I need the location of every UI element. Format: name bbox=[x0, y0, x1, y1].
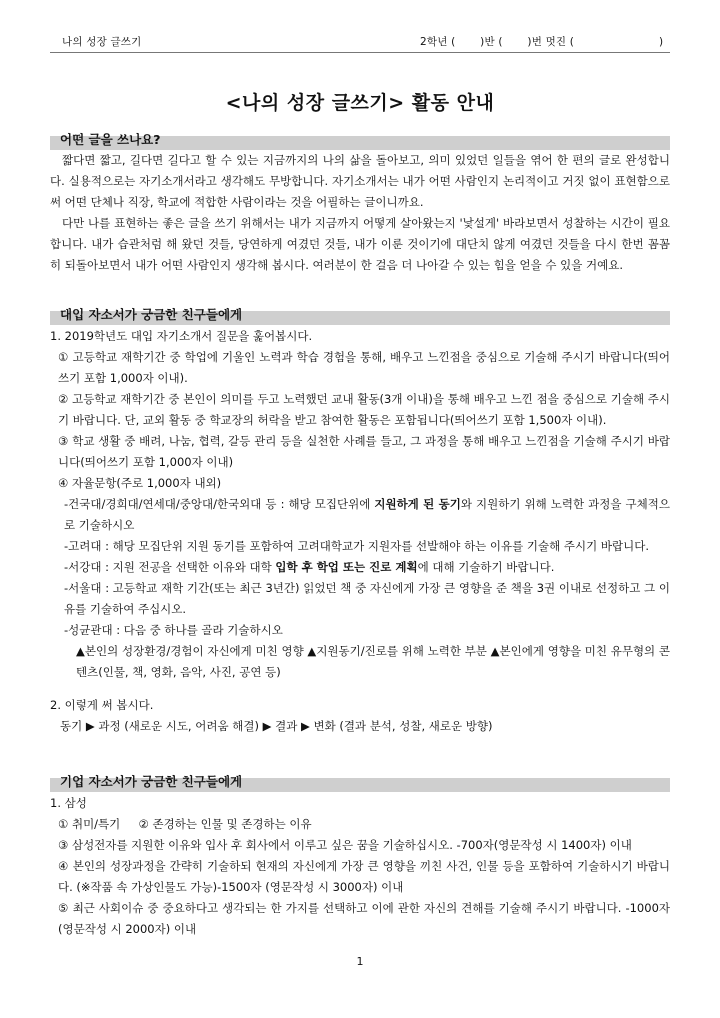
list-item: ⑤ 최근 사회이슈 중 중요하다고 생각되는 한 가지를 선택하고 이에 관한 자신의 견해를 기술해 주시기 바랍니다. -1000자 (영문작성 시 2000자) 이내 bbox=[58, 901, 670, 936]
page-number: 1 bbox=[356, 955, 364, 968]
univ-text: -서강대 : 지원 전공을 선택한 이유와 대학 bbox=[64, 560, 276, 574]
intro-paragraph-1: 짧다면 짧고, 길다면 길다고 할 수 있는 지금까지의 나의 삶을 돌아보고, 의미 있었던 일들을 엮어 한 편의 글로 완성합니다. 실용적으로는 자기소개서라고 생각해도 무방합니다. 자기소개서는 내가 어떤 사람인지 논리적이고 거짓 없이 표현함으로써 어떤 단체나 직장, 학교에 적합한 사람이라는 것을 어필하는 글이니까요. bbox=[50, 153, 670, 209]
section-body-3 bbox=[50, 793, 670, 940]
univ-emphasis: 지원하게 된 동기 bbox=[374, 497, 461, 511]
section-body-2 bbox=[50, 326, 670, 737]
section-heading-3: 기업 자소서가 궁금한 친구들에게 bbox=[60, 774, 243, 789]
section-heading-1: 어떤 글을 쓰나요? bbox=[60, 132, 161, 147]
univ-emphasis: 입학 후 학업 또는 진로 계획 bbox=[275, 560, 418, 574]
list-item: -고려대 : 해당 모집단위 지원 동기를 포함하여 고려대학교가 지원자를 선발해야 하는 이유를 기술해 주시기 바랍니다. bbox=[64, 539, 649, 553]
univ-text: 와 지원하기 위해 노력한 과정을 구체적으로 기술하시오 bbox=[64, 497, 670, 532]
flow-line: 동기 ▶ 과정 (새로운 시도, 어려움 해결) ▶ 결과 ▶ 변화 (결과 분석, 성찰, 새로운 방향) bbox=[60, 719, 493, 733]
list-item bbox=[50, 557, 670, 578]
header-left-title: 나의 성장 글쓰기 bbox=[62, 36, 142, 48]
list-item: 2. 이렇게 써 봅시다. bbox=[50, 698, 154, 712]
list-item: ▲본인의 성장환경/경험이 자신에게 미친 영향 ▲지원동기/진로를 위해 노력한 부분 ▲본인에게 영향을 미친 유무형의 콘텐츠(인물, 책, 영화, 음악, 사진, 공연 등) bbox=[76, 644, 670, 679]
list-item: ① 고등학교 재학기간 중 학업에 기울인 노력과 학습 경험을 통해, 배우고 느낀점을 중심으로 기술해 주시기 바랍니다(띄어쓰기 포함 1,000자 이내). bbox=[58, 350, 670, 385]
list-item: ④ 본인의 성장과정을 간략히 기술하되 현재의 자신에게 가장 큰 영향을 끼친 사건, 인물 등을 포함하여 기술하시기 바랍니다. (※작품 속 가상인물도 가능)-1500자 (영문작성 시 3000자) 이내 bbox=[58, 859, 670, 894]
list-item: ④ 자율문항(주로 1,000자 내외) bbox=[58, 476, 222, 490]
list-item: 1. 삼성 bbox=[50, 796, 87, 810]
list-item: ② 고등학교 재학기간 중 본인이 의미를 두고 노력했던 교내 활동(3개 이내)을 통해 배우고 느낀 점을 중심으로 기술해 주시기 바랍니다. 단, 교외 활동 중 학교장의 허락을 받고 참여한 활동은 포함됩니다(띄어쓰기 포함 1,500자 이내). bbox=[58, 392, 670, 427]
univ-text: 에 대해 기술하기 바랍니다. bbox=[417, 560, 555, 574]
list-item: ③ 학교 생활 중 배려, 나눔, 협력, 갈등 관리 등을 실천한 사례를 들고, 그 과정을 통해 배우고 느낀점을 기술해 주시기 바랍니다(띄어쓰기 포함 1,000자 이내) bbox=[58, 434, 670, 469]
intro-paragraph-2: 다만 나를 표현하는 좋은 글을 쓰기 위해서는 내가 지금까지 어떻게 살아왔는지 '낯설게' 바라보면서 성찰하는 시간이 필요합니다. 내가 습관처럼 해 왔던 것들, 당연하게 여겼던 것들, 내가 이룬 것이기에 대단치 않게 여겼던 것들을 다시 한번 꼼꼼히 되돌아보면서 내가 어떤 사람인지 생각해 봅시다. 여러분이 한 걸음 더 나아갈 수 있는 힘을 얻을 수 있을 거예요. bbox=[50, 216, 670, 272]
list-item: -서울대 : 고등학교 재학 기간(또는 최근 3년간) 읽었던 책 중 자신에게 가장 큰 영향을 준 책을 3권 이내로 선정하고 그 이유를 기술하여 주십시오. bbox=[64, 581, 670, 616]
list-item: ① 취미/특기 ② 존경하는 인물 및 존경하는 이유 bbox=[58, 817, 312, 831]
header-divider bbox=[50, 52, 670, 53]
page-title: <나의 성장 글쓰기> 활동 안내 bbox=[225, 92, 495, 114]
list-item: -성균관대 : 다음 중 하나를 골라 기술하시오 bbox=[64, 623, 283, 637]
list-item: 1. 2019학년도 대입 자기소개서 질문을 훑어봅시다. bbox=[50, 329, 313, 343]
section-body-1 bbox=[50, 150, 670, 276]
list-item: ③ 삼성전자를 지원한 이유와 입사 후 회사에서 이루고 싶은 꿈을 기술하십시오. -700자(영문작성 시 1400자) 이내 bbox=[58, 838, 632, 852]
header-student-info: 2학년 ( )반 ( )번 멋진 ( ) bbox=[420, 36, 664, 48]
univ-text: -건국대/경희대/연세대/중앙대/한국외대 등 : 해당 모집단위에 bbox=[64, 497, 375, 511]
section-heading-2: 대입 자소서가 궁금한 친구들에게 bbox=[60, 307, 243, 322]
list-item bbox=[50, 494, 670, 536]
